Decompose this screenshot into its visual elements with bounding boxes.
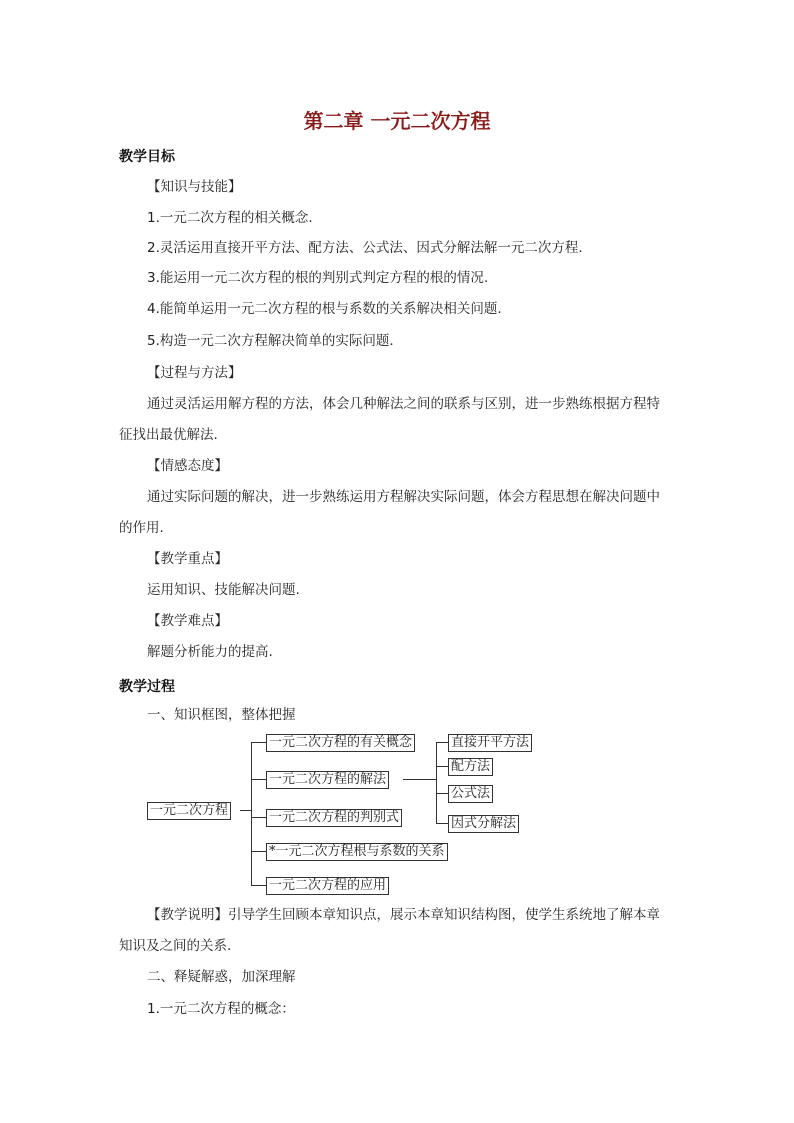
heading-emotion: 【情感态度】 [147, 458, 228, 474]
diagram-branch-solving: 一元二次方程的解法 [266, 771, 389, 789]
knowledge-item-4: 4.能简单运用一元二次方程的根与系数的关系解决相关问题. [147, 301, 502, 317]
knowledge-item-5: 5.构造一元二次方程解决简单的实际问题. [147, 333, 394, 349]
chapter-title: 第二章 一元二次方程 [303, 109, 491, 133]
section-heading-process: 教学过程 [119, 679, 175, 695]
connector-line [436, 742, 448, 743]
connector-line [436, 766, 448, 767]
teaching-note-line2: 知识及之间的关系. [119, 938, 232, 954]
connector-line [436, 742, 437, 824]
connector-line [403, 779, 437, 780]
difficulty-text: 解题分析能力的提高. [147, 644, 273, 660]
connector-line [436, 793, 448, 794]
diagram-method-completing-square: 配方法 [448, 758, 493, 776]
connector-line [251, 817, 266, 818]
diagram-method-factorization: 因式分解法 [448, 815, 519, 833]
concept-item: 1.一元二次方程的概念： [147, 1001, 295, 1017]
emotion-text-line2: 的作用. [119, 520, 164, 536]
section-heading-objectives: 教学目标 [119, 149, 175, 165]
process-text-line1: 通过灵活运用解方程的方法，体会几种解法之间的联系与区别，进一步熟练根据方程特 [147, 396, 660, 412]
diagram-branch-vieta: *一元二次方程根与系数的关系 [266, 843, 448, 861]
heading-key-points: 【教学重点】 [147, 551, 228, 567]
diagram-root-node: 一元二次方程 [147, 802, 231, 820]
key-points-text: 运用知识、技能解决问题. [147, 582, 300, 598]
heading-process: 【过程与方法】 [147, 365, 242, 381]
heading-knowledge: 【知识与技能】 [147, 179, 242, 195]
connector-line [251, 885, 266, 886]
process-text-line2: 征找出最优解法. [119, 427, 218, 443]
diagram-method-square-root: 直接开平方法 [448, 734, 532, 752]
knowledge-item-3: 3.能运用一元二次方程的根的判别式判定方程的根的情况. [147, 270, 489, 286]
connector-line [251, 742, 252, 886]
diagram-branch-discriminant: 一元二次方程的判别式 [266, 809, 402, 827]
knowledge-item-2: 2.灵活运用直接开平方法、配方法、公式法、因式分解法解一元二次方程. [147, 240, 583, 256]
part-one-heading: 一、知识框图，整体把握 [147, 707, 296, 723]
connector-line [436, 823, 448, 824]
part-two-heading: 二、释疑解惑，加深理解 [147, 969, 296, 985]
connector-line [251, 742, 266, 743]
connector-line [251, 779, 266, 780]
teaching-note-line1: 【教学说明】引导学生回顾本章知识点，展示本章知识结构图，使学生系统地了解本章 [147, 907, 660, 923]
diagram-branch-concept: 一元二次方程的有关概念 [266, 734, 415, 752]
knowledge-item-1: 1.一元二次方程的相关概念. [147, 210, 313, 226]
connector-line [251, 851, 266, 852]
diagram-branch-application: 一元二次方程的应用 [266, 877, 389, 895]
emotion-text-line1: 通过实际问题的解决，进一步熟练运用方程解决实际问题，体会方程思想在解决问题中 [147, 489, 660, 505]
heading-difficulty: 【教学难点】 [147, 613, 228, 629]
diagram-method-formula: 公式法 [448, 785, 493, 803]
